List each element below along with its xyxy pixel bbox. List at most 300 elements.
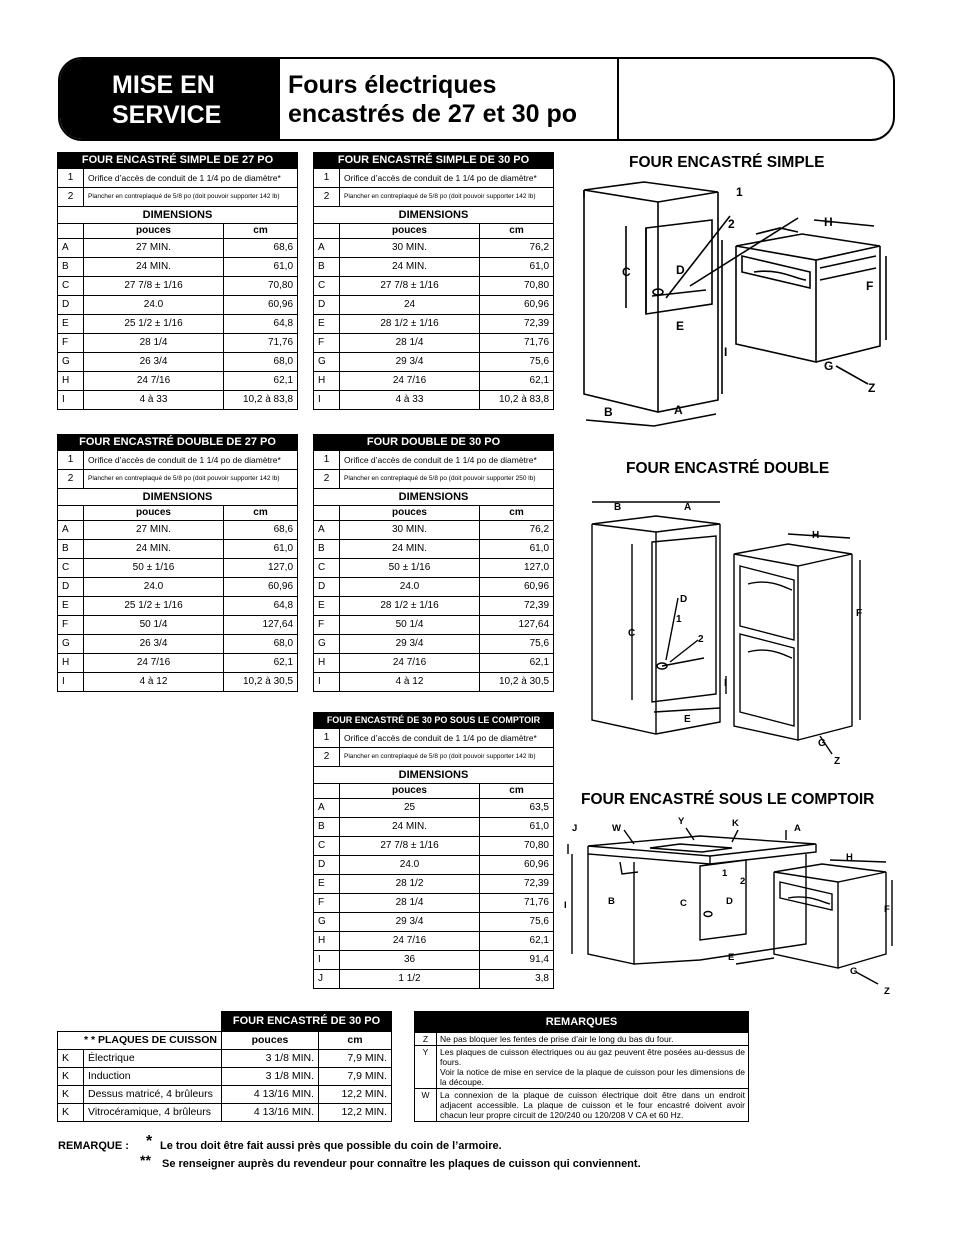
cooktop-inches: 3 1/8 MIN. [222, 1068, 319, 1086]
dimension-inches: 25 1/2 ± 1/16 [84, 315, 224, 334]
table-row [314, 970, 554, 989]
dimensions-label: DIMENSIONS [314, 767, 554, 784]
dimension-inches: 50 1/4 [84, 616, 224, 635]
dimension-table-four-encastre-de-30-po-sous-le-comptoir [313, 712, 553, 989]
dimension-inches: 1 1/2 [340, 970, 480, 989]
item-number: 2 [314, 470, 340, 489]
dimension-letter: A [58, 239, 84, 258]
footnote-text-1: Le trou doit être fait aussi près que possible du coin de l’armoire. [160, 1140, 502, 1152]
dimension-inches: 36 [340, 951, 480, 970]
uc-label-1: 1 [722, 868, 728, 879]
item-description: Plancher en contreplaqué de 5/8 po (doit pouvoir supporter 142 lb) [340, 188, 554, 207]
dimension-inches: 28 1/2 ± 1/16 [340, 597, 480, 616]
double-label-h: H [812, 530, 820, 541]
single-label-h: H [824, 215, 833, 229]
dimension-letter: I [314, 391, 340, 410]
dimension-inches: 24 MIN. [340, 540, 480, 559]
item-number: 1 [314, 451, 340, 470]
dimension-letter: F [58, 616, 84, 635]
footnote-label: REMARQUE : [58, 1140, 129, 1152]
dimension-inches: 24 7/16 [340, 932, 480, 951]
item-description: Plancher en contreplaqué de 5/8 po (doit pouvoir supporter 250 lb) [340, 470, 554, 489]
uc-label-w: W [612, 823, 621, 834]
dimension-cm: 71,76 [224, 334, 298, 353]
dimension-inches: 30 MIN. [340, 521, 480, 540]
dimension-letter: C [314, 277, 340, 296]
cooktop-col-inches: pouces [222, 1032, 319, 1050]
dimension-letter: E [58, 315, 84, 334]
col-cm: cm [480, 224, 554, 239]
dimension-inches: 24 7/16 [340, 654, 480, 673]
item-description: Orifice d’accès de conduit de 1 1/4 po de diamètre* [340, 729, 554, 748]
dimension-cm: 10,2 à 30,5 [224, 673, 298, 692]
dimensions-label: DIMENSIONS [314, 489, 554, 506]
cooktop-cm: 12,2 MIN. [319, 1104, 392, 1122]
single-label-e: E [676, 319, 685, 333]
table-title: FOUR DOUBLE DE 30 PO [314, 435, 554, 451]
dimension-cm: 68,6 [224, 239, 298, 258]
dimension-cm: 60,96 [224, 578, 298, 597]
dimension-table-four-double-de-30-po [313, 434, 553, 692]
dimension-cm: 70,80 [224, 277, 298, 296]
table-row [314, 913, 554, 932]
dimension-cm: 60,96 [480, 856, 554, 875]
dimension-cm: 72,39 [480, 875, 554, 894]
table-row [314, 372, 554, 391]
col-inches: pouces [340, 784, 480, 799]
dimension-cm: 62,1 [480, 372, 554, 391]
table-row [58, 635, 298, 654]
single-label-i: I [724, 345, 728, 359]
item-number: 1 [58, 169, 84, 188]
dimension-letter: F [314, 616, 340, 635]
uc-label-i: I [564, 900, 567, 911]
note-letter: Z [415, 1033, 437, 1046]
item-description: Orifice d’accès de conduit de 1 1/4 po de diamètre* [340, 451, 554, 470]
dimension-cm: 76,2 [480, 521, 554, 540]
dimension-cm: 10,2 à 83,8 [224, 391, 298, 410]
table-row [314, 951, 554, 970]
table-row [58, 521, 298, 540]
dimension-cm: 71,76 [480, 334, 554, 353]
uc-label-b: B [608, 896, 615, 907]
item-number: 2 [314, 188, 340, 207]
dimension-inches: 50 1/4 [340, 616, 480, 635]
dimension-letter: D [58, 296, 84, 315]
table-title: FOUR ENCASTRÉ SIMPLE DE 30 PO [314, 153, 554, 169]
page-title-line2: encastrés de 27 et 30 po [288, 100, 578, 128]
uc-label-j: J [572, 823, 578, 834]
table-title: FOUR ENCASTRÉ DOUBLE DE 27 PO [58, 435, 298, 451]
single-label-d: D [676, 263, 685, 277]
footnote-mark-1: * [146, 1133, 153, 1150]
dimension-inches: 4 à 33 [84, 391, 224, 410]
single-label-2: 2 [728, 217, 735, 231]
single-label-b: B [604, 405, 613, 419]
dimensions-label: DIMENSIONS [314, 207, 554, 224]
dimension-cm: 127,64 [480, 616, 554, 635]
table-row [314, 673, 554, 692]
dimension-cm: 68,0 [224, 353, 298, 372]
dimension-cm: 127,64 [224, 616, 298, 635]
dimension-cm: 72,39 [480, 597, 554, 616]
note-text [437, 1046, 749, 1089]
table-row [58, 296, 298, 315]
table-row [314, 559, 554, 578]
dimension-table-four-encastre-simple-de-27-po [57, 152, 297, 410]
cooktop-letter: K [58, 1086, 84, 1104]
table-row [58, 277, 298, 296]
single-label-f: F [866, 279, 874, 293]
dimension-letter: F [314, 894, 340, 913]
dimension-letter: B [58, 540, 84, 559]
dimension-letter: H [314, 932, 340, 951]
dimension-inches: 50 ± 1/16 [340, 559, 480, 578]
table-row [314, 894, 554, 913]
cooktop-header-label: * * PLAQUES DE CUISSON [58, 1032, 222, 1050]
dimension-inches: 28 1/4 [340, 894, 480, 913]
single-label-c: C [622, 265, 631, 279]
cooktop-clearance-table [57, 1011, 391, 1122]
dimension-inches: 24 7/16 [340, 372, 480, 391]
item-description: Plancher en contreplaqué de 5/8 po (doit pouvoir supporter 142 lb) [84, 470, 298, 489]
col-inches: pouces [84, 506, 224, 521]
dimension-cm: 91,4 [480, 951, 554, 970]
table-row [58, 1086, 392, 1104]
item-description: Orifice d’accès de conduit de 1 1/4 po de diamètre* [340, 169, 554, 188]
dimension-cm: 75,6 [480, 913, 554, 932]
notes-box [414, 1011, 748, 1122]
col-inches: pouces [340, 224, 480, 239]
table-row [314, 391, 554, 410]
dimension-inches: 27 MIN. [84, 521, 224, 540]
dimension-inches: 24.0 [84, 296, 224, 315]
dimension-letter: D [314, 856, 340, 875]
dimension-cm: 75,6 [480, 635, 554, 654]
dimension-letter: I [314, 951, 340, 970]
dimension-cm: 68,6 [224, 521, 298, 540]
dimension-letter: H [314, 372, 340, 391]
item-number: 2 [58, 470, 84, 489]
cooktop-cm: 12,2 MIN. [319, 1086, 392, 1104]
item-description: Orifice d’accès de conduit de 1 1/4 po de diamètre* [84, 169, 298, 188]
col-cm: cm [224, 506, 298, 521]
uc-label-z: Z [884, 986, 890, 997]
footnote-mark-2: ** [140, 1152, 151, 1168]
page-title [280, 59, 619, 139]
dimension-letter: B [58, 258, 84, 277]
section-label-line1: MISE EN [112, 71, 215, 99]
uc-label-a: A [794, 823, 801, 834]
cooktop-type: Dessus matricé, 4 brûleurs [84, 1086, 222, 1104]
col-inches: pouces [84, 224, 224, 239]
dimension-cm: 62,1 [224, 372, 298, 391]
item-description: Plancher en contreplaqué de 5/8 po (doit pouvoir supporter 142 lb) [340, 748, 554, 767]
footnote-text-2: Se renseigner auprès du revendeur pour connaître les plaques de cuisson qui conviennent. [162, 1158, 641, 1170]
dimension-inches: 29 3/4 [340, 353, 480, 372]
dimension-cm: 61,0 [224, 258, 298, 277]
single-label-1: 1 [736, 185, 743, 199]
dimension-inches: 27 7/8 ± 1/16 [84, 277, 224, 296]
item-number: 1 [58, 451, 84, 470]
table-row [58, 258, 298, 277]
dimension-letter: E [58, 597, 84, 616]
dimension-letter: D [314, 296, 340, 315]
dimension-inches: 28 1/2 ± 1/16 [340, 315, 480, 334]
dimension-inches: 24.0 [84, 578, 224, 597]
table-row [58, 540, 298, 559]
double-label-g: G [818, 738, 826, 749]
col-cm: cm [480, 784, 554, 799]
dimension-inches: 25 1/2 ± 1/16 [84, 597, 224, 616]
dimension-cm: 62,1 [224, 654, 298, 673]
dimension-inches: 24 7/16 [84, 372, 224, 391]
cooktop-type: Vitrocéramique, 4 brûleurs [84, 1104, 222, 1122]
item-description: Orifice d’accès de conduit de 1 1/4 po de diamètre* [84, 451, 298, 470]
dimension-cm: 62,1 [480, 932, 554, 951]
double-label-z: Z [834, 756, 841, 767]
cooktop-inches: 4 13/16 MIN. [222, 1104, 319, 1122]
cooktop-table-title: FOUR ENCASTRÉ DE 30 PO [222, 1012, 392, 1032]
uc-label-2: 2 [740, 876, 746, 887]
undercounter-diagram-title: FOUR ENCASTRÉ SOUS LE COMPTOIR [581, 791, 875, 808]
double-oven-diagram [570, 490, 900, 770]
note-letter: Y [415, 1046, 437, 1089]
dimensions-label: DIMENSIONS [58, 489, 298, 506]
cooktop-cm: 7,9 MIN. [319, 1050, 392, 1068]
uc-label-d: D [726, 896, 733, 907]
dimension-inches: 28 1/4 [84, 334, 224, 353]
dimension-cm: 10,2 à 83,8 [480, 391, 554, 410]
table-row [58, 334, 298, 353]
uc-label-g: G [850, 966, 858, 977]
table-row [314, 875, 554, 894]
table-row [58, 559, 298, 578]
dimension-table-four-encastre-double-de-27-po [57, 434, 297, 692]
single-label-g: G [824, 359, 834, 373]
dimension-inches: 50 ± 1/16 [84, 559, 224, 578]
dimension-cm: 61,0 [480, 540, 554, 559]
table-row [314, 334, 554, 353]
table-row [314, 540, 554, 559]
dimension-letter: G [58, 353, 84, 372]
dimension-letter: I [58, 673, 84, 692]
dimension-cm: 127,0 [480, 559, 554, 578]
dimensions-label: DIMENSIONS [58, 207, 298, 224]
note-text: Ne pas bloquer les fentes de prise d’air le long du bas du four. [437, 1033, 749, 1046]
table-row [314, 818, 554, 837]
dimension-inches: 24 MIN. [84, 540, 224, 559]
dimension-inches: 28 1/4 [340, 334, 480, 353]
dimension-inches: 4 à 12 [340, 673, 480, 692]
dimension-letter: C [58, 559, 84, 578]
dimension-cm: 68,0 [224, 635, 298, 654]
table-row [314, 277, 554, 296]
cooktop-col-cm: cm [319, 1032, 392, 1050]
dimension-cm: 61,0 [480, 258, 554, 277]
uc-label-f: F [884, 904, 890, 915]
uc-label-e: E [728, 952, 735, 963]
double-label-1: 1 [676, 614, 682, 625]
dimension-letter: I [314, 673, 340, 692]
table-row [314, 353, 554, 372]
dimension-cm: 63,5 [480, 799, 554, 818]
dimension-inches: 26 3/4 [84, 353, 224, 372]
double-label-b: B [614, 502, 622, 513]
table-row [314, 799, 554, 818]
table-row [314, 635, 554, 654]
table-row [58, 654, 298, 673]
dimension-letter: A [314, 799, 340, 818]
cooktop-inches: 3 1/8 MIN. [222, 1050, 319, 1068]
undercounter-diagram [560, 814, 900, 1004]
dimension-cm: 70,80 [480, 277, 554, 296]
double-label-c: C [628, 628, 636, 639]
dimension-inches: 25 [340, 799, 480, 818]
col-inches: pouces [340, 506, 480, 521]
cooktop-letter: K [58, 1068, 84, 1086]
header-banner [58, 57, 895, 141]
dimension-inches: 29 3/4 [340, 635, 480, 654]
double-label-i: I [724, 678, 727, 689]
dimension-table-four-encastre-simple-de-30-po [313, 152, 553, 410]
dimension-letter: A [314, 521, 340, 540]
dimension-inches: 4 à 33 [340, 391, 480, 410]
dimension-inches: 29 3/4 [340, 913, 480, 932]
uc-label-h: H [846, 852, 853, 863]
dimension-inches: 24.0 [340, 578, 480, 597]
dimension-inches: 27 MIN. [84, 239, 224, 258]
uc-label-k: K [732, 818, 739, 829]
dimension-inches: 27 7/8 ± 1/16 [340, 837, 480, 856]
dimension-letter: E [314, 875, 340, 894]
table-row [58, 673, 298, 692]
table-row [314, 654, 554, 673]
dimension-letter: E [314, 315, 340, 334]
dimension-letter: H [58, 654, 84, 673]
dimension-inches: 24 7/16 [84, 654, 224, 673]
dimension-letter: H [314, 654, 340, 673]
table-row [58, 353, 298, 372]
dimension-inches: 28 1/2 [340, 875, 480, 894]
table-row [314, 856, 554, 875]
item-number: 1 [314, 729, 340, 748]
dimension-cm: 72,39 [480, 315, 554, 334]
dimension-inches: 4 à 12 [84, 673, 224, 692]
note-text-line: Les plaques de cuisson électriques ou au gaz peuvent être posées au-dessus de fours. [440, 1047, 746, 1067]
dimension-letter: F [314, 334, 340, 353]
table-title: FOUR ENCASTRÉ SIMPLE DE 27 PO [58, 153, 298, 169]
col-cm: cm [480, 506, 554, 521]
table-row [314, 616, 554, 635]
cooktop-type: Induction [84, 1068, 222, 1086]
single-label-a: A [674, 403, 683, 417]
dimension-letter: D [314, 578, 340, 597]
notes-title: REMARQUES [415, 1012, 749, 1033]
dimension-cm: 64,8 [224, 315, 298, 334]
dimension-letter: A [314, 239, 340, 258]
table-row [314, 837, 554, 856]
dimension-cm: 61,0 [224, 540, 298, 559]
note-text: La connexion de la plaque de cuisson électrique doit être dans un endroit adjacent accessible. La plaque de cuisson et le four encastré doivent avoir chacun leur propre circuit de 120/240 ou 120/208 V CA et 60 Hz. [437, 1089, 749, 1122]
dimension-letter: D [58, 578, 84, 597]
dimension-letter: B [314, 540, 340, 559]
table-row [58, 239, 298, 258]
dimension-inches: 24 [340, 296, 480, 315]
single-oven-diagram-title: FOUR ENCASTRÉ SIMPLE [629, 154, 825, 171]
double-label-d: D [680, 594, 688, 605]
table-row [58, 315, 298, 334]
table-row [314, 258, 554, 277]
dimension-letter: A [58, 521, 84, 540]
dimension-cm: 76,2 [480, 239, 554, 258]
single-label-z: Z [868, 381, 876, 395]
note-letter: W [415, 1089, 437, 1122]
dimension-inches: 30 MIN. [340, 239, 480, 258]
double-oven-diagram-title: FOUR ENCASTRÉ DOUBLE [626, 460, 830, 477]
dimension-cm: 127,0 [224, 559, 298, 578]
table-row [314, 296, 554, 315]
cooktop-inches: 4 13/16 MIN. [222, 1086, 319, 1104]
table-row [314, 315, 554, 334]
dimension-inches: 24.0 [340, 856, 480, 875]
dimension-letter: C [314, 837, 340, 856]
table-row [58, 597, 298, 616]
item-number: 2 [58, 188, 84, 207]
item-number: 1 [314, 169, 340, 188]
single-oven-diagram [570, 176, 900, 440]
dimension-letter: F [58, 334, 84, 353]
table-row [58, 372, 298, 391]
dimension-cm: 75,6 [480, 353, 554, 372]
dimension-cm: 71,76 [480, 894, 554, 913]
table-row [314, 597, 554, 616]
dimension-cm: 64,8 [224, 597, 298, 616]
cooktop-type: Électrique [84, 1050, 222, 1068]
double-label-2: 2 [698, 634, 704, 645]
dimension-inches: 24 MIN. [340, 818, 480, 837]
item-number: 2 [314, 748, 340, 767]
table-row [314, 578, 554, 597]
table-title: FOUR ENCASTRÉ DE 30 PO SOUS LE COMPTOIR [314, 713, 554, 729]
dimension-letter: G [314, 635, 340, 654]
table-row [314, 239, 554, 258]
dimension-letter: G [314, 353, 340, 372]
dimension-cm: 3,8 [480, 970, 554, 989]
table-row [58, 1068, 392, 1086]
table-row [58, 1104, 392, 1122]
dimension-letter: G [58, 635, 84, 654]
dimension-cm: 60,96 [224, 296, 298, 315]
table-row [58, 1050, 392, 1068]
dimension-letter: I [58, 391, 84, 410]
section-label-line2: SERVICE [112, 101, 222, 129]
dimension-letter: B [314, 818, 340, 837]
table-row [314, 932, 554, 951]
dimension-letter: J [314, 970, 340, 989]
note-text-line: Voir la notice de mise en service de la plaque de cuisson pour les dimensions de la découpe. [440, 1067, 746, 1087]
cooktop-cm: 7,9 MIN. [319, 1068, 392, 1086]
dimension-cm: 61,0 [480, 818, 554, 837]
item-description: Plancher en contreplaqué de 5/8 po (doit pouvoir supporter 142 lb) [84, 188, 298, 207]
dimension-inches: 26 3/4 [84, 635, 224, 654]
dimension-letter: C [58, 277, 84, 296]
page-title-line1: Fours électriques [288, 71, 497, 99]
table-row [58, 578, 298, 597]
double-label-e: E [684, 714, 691, 725]
dimension-cm: 62,1 [480, 654, 554, 673]
col-cm: cm [224, 224, 298, 239]
